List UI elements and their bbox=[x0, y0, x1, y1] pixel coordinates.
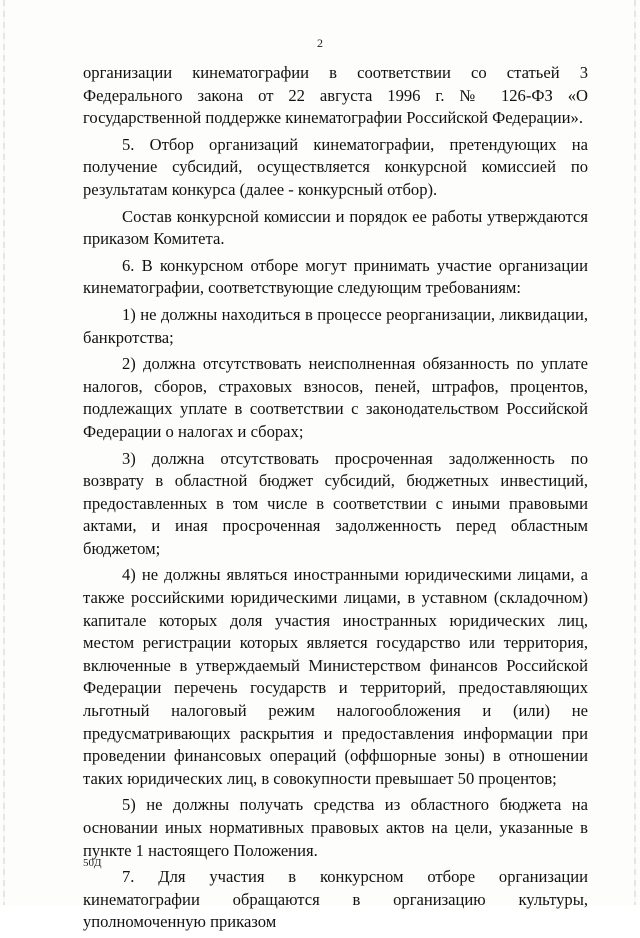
requirement-1: 1) не должны находиться в процессе реорганизации, ликвидации, банкротства; bbox=[83, 304, 588, 347]
requirement-5: 5) не должны получать средства из областного бюджета на основании иных нормативных правовых актов на цели, указанные в пункте 1 настоящего Положения. bbox=[83, 795, 588, 860]
requirement-4: 4) не должны являться иностранными юридическими лицами, а также российскими юридическими лицами, в уставном (складочном) капитале которых доля участия иностранных юридических лиц, местом регистрации которых является государство или территория, включенные в утверждаемый Министерством финансов Российской Федерации перечень государств и территорий, предоставляющих льготный налоговый режим налогообложения и (или) не предусматривающих раскрытия и предоставления информации при проведении финансовых операций (оффшорные зоны) в отношении таких юридических лиц, в совокупности превышает 50 процентов; bbox=[83, 565, 588, 788]
paragraph-continuation: организации кинематографии в соответствии со статьей 3 Федерального закона от 22 августа 1996 г. № 126-ФЗ «О государственной поддержке кинематографии Российской Федерации». bbox=[83, 63, 588, 128]
paragraph-item-5: 5. Отбор организаций кинематографии, претендующих на получение субсидий, осуществляется конкурсной комиссией по результатам конкурса (далее - конкурсный отбор). bbox=[83, 134, 588, 199]
requirement-3: 3) должна отсутствовать просроченная задолженность по возврату в областной бюджет субсидий, бюджетных инвестиций, предоставленных в том числе в соответствии с иными правовыми актами, и иная просроченная задолженность перед областным бюджетом; bbox=[83, 448, 588, 558]
scan-edge-right bbox=[634, 0, 636, 905]
scan-edge-left bbox=[3, 0, 5, 905]
footer-code: 50Д bbox=[83, 857, 102, 869]
document-body bbox=[83, 62, 588, 938]
requirement-2: 2) должна отсутствовать неисполненная обязанность по уплате налогов, сборов, страховых взносов, пеней, штрафов, процентов, подлежащих уплате в соответствии с законодательством Российской Федерации о налогах и сборах; bbox=[83, 354, 588, 441]
paragraph-commission: Состав конкурсной комиссии и порядок ее работы утверждаются приказом Комитета. bbox=[83, 206, 588, 249]
paragraph-item-6: 6. В конкурсном отборе могут принимать участие организации кинематографии, соответствующие следующим требованиям: bbox=[83, 255, 588, 298]
page-number: 2 bbox=[317, 36, 323, 50]
paragraph-item-7: 7. Для участия в конкурсном отборе организации кинематографии обращаются в организацию культуры, уполномоченную приказом bbox=[83, 867, 588, 932]
